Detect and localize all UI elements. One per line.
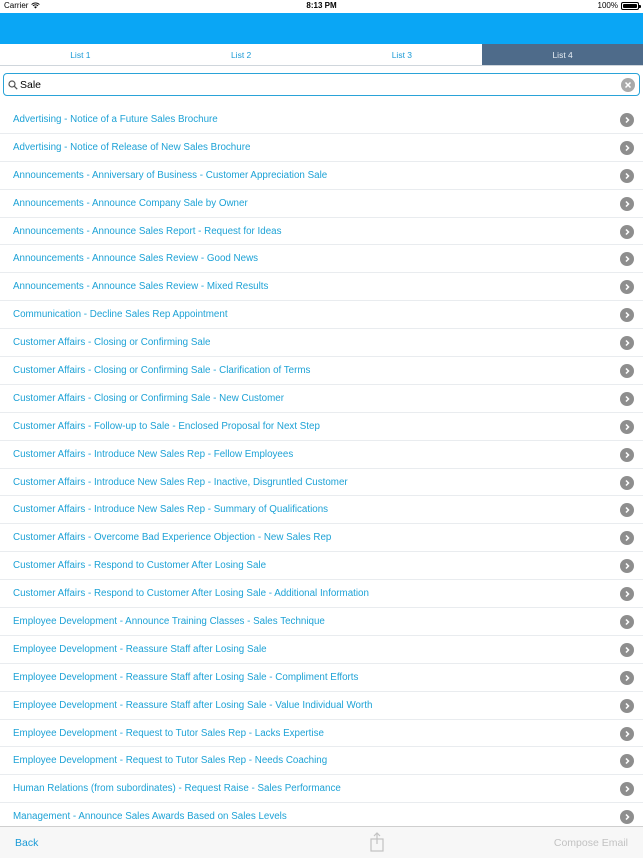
tab-list-3[interactable]: List 3 <box>391 49 413 60</box>
chevron-right-icon[interactable] <box>620 336 634 350</box>
search-input[interactable] <box>20 76 610 93</box>
tab-list-4[interactable]: List 4 <box>482 44 643 65</box>
list-item[interactable] <box>0 469 643 497</box>
chevron-right-icon[interactable] <box>620 448 634 462</box>
list-item-label: Customer Affairs - Follow-up to Sale - Enclosed Proposal for Next Step <box>13 420 320 432</box>
list-item[interactable] <box>0 245 643 273</box>
carrier-label: Carrier <box>4 1 29 10</box>
list-item-label: Announcements - Announce Sales Review - Mixed Results <box>13 281 269 293</box>
chevron-right-icon[interactable] <box>620 699 634 713</box>
battery-percent: 100% <box>597 1 618 10</box>
nav-bar <box>0 13 643 44</box>
back-button[interactable]: Back <box>15 837 39 849</box>
list-item-label: Customer Affairs - Respond to Customer After Losing Sale - Additional Information <box>13 588 369 600</box>
chevron-right-icon[interactable] <box>620 308 634 322</box>
list-item-label: Customer Affairs - Introduce New Sales Rep - Inactive, Disgruntled Customer <box>13 476 348 488</box>
tab-list-1[interactable]: List 1 <box>70 49 91 60</box>
chevron-right-icon[interactable] <box>620 559 634 573</box>
list-item-label: Management - Announce Sales Awards Based on Sales Levels <box>13 811 287 823</box>
list-item[interactable] <box>0 664 643 692</box>
list-item[interactable] <box>0 580 643 608</box>
clear-x-glyph <box>624 81 632 89</box>
list-item-label: Announcements - Announce Sales Review - Good News <box>13 253 259 265</box>
results-list <box>0 106 643 826</box>
search-icon <box>8 80 18 90</box>
chevron-right-icon[interactable] <box>620 225 634 239</box>
list-item[interactable] <box>0 190 643 218</box>
list-item[interactable] <box>0 441 643 469</box>
bottom-toolbar <box>0 826 643 858</box>
chevron-right-icon[interactable] <box>620 810 634 824</box>
list-item[interactable] <box>0 552 643 580</box>
chevron-right-icon[interactable] <box>620 727 634 741</box>
battery-fill <box>623 4 637 8</box>
list-item-label: Employee Development - Announce Training Classes - Sales Technique <box>13 616 325 628</box>
list-item-label: Employee Development - Reassure Staff after Losing Sale - Compliment Efforts <box>13 671 359 683</box>
chevron-right-icon[interactable] <box>620 113 634 127</box>
list-item-label: Customer Affairs - Closing or Confirming Sale <box>13 337 211 349</box>
chevron-right-icon[interactable] <box>620 252 634 266</box>
chevron-right-icon[interactable] <box>620 169 634 183</box>
list-item-label: Advertising - Notice of a Future Sales Brochure <box>13 114 218 125</box>
list-item[interactable] <box>0 636 643 664</box>
share-button[interactable] <box>368 832 386 852</box>
list-item[interactable] <box>0 496 643 524</box>
list-item-label: Employee Development - Reassure Staff after Losing Sale - Value Individual Worth <box>13 699 373 711</box>
list-item-label: Employee Development - Request to Tutor Sales Rep - Lacks Expertise <box>13 727 324 739</box>
list-item[interactable] <box>0 413 643 441</box>
status-right <box>598 1 639 10</box>
chevron-right-icon[interactable] <box>620 280 634 294</box>
chevron-right-icon[interactable] <box>620 782 634 796</box>
list-item[interactable] <box>0 775 643 803</box>
list-item[interactable] <box>0 301 643 329</box>
list-item-label: Communication - Decline Sales Rep Appointment <box>13 309 228 321</box>
chevron-right-icon[interactable] <box>620 476 634 490</box>
list-item[interactable] <box>0 747 643 775</box>
list-item-label: Human Relations (from subordinates) - Request Raise - Sales Performance <box>13 783 341 795</box>
list-item-label: Customer Affairs - Overcome Bad Experience Objection - New Sales Rep <box>13 532 332 544</box>
list-item[interactable] <box>0 218 643 246</box>
list-item-label: Advertising - Notice of Release of New Sales Brochure <box>13 141 251 153</box>
list-item[interactable] <box>0 162 643 190</box>
status-time: 8:13 PM <box>306 1 337 10</box>
share-icon <box>369 832 385 852</box>
list-item-label: Employee Development - Request to Tutor Sales Rep - Needs Coaching <box>13 755 328 767</box>
chevron-right-icon[interactable] <box>620 141 634 155</box>
list-item-label: Announcements - Announce Sales Report - Request for Ideas <box>13 225 282 237</box>
chevron-right-icon[interactable] <box>620 364 634 378</box>
segmented-tabs <box>0 44 643 66</box>
list-item-label: Customer Affairs - Respond to Customer After Losing Sale <box>13 560 267 572</box>
battery-icon <box>621 2 639 10</box>
chevron-right-icon[interactable] <box>620 531 634 545</box>
list-item-label: Employee Development - Reassure Staff after Losing Sale <box>13 643 267 655</box>
tab-list-2[interactable]: List 2 <box>230 49 252 60</box>
list-item[interactable] <box>0 608 643 636</box>
list-item[interactable] <box>0 720 643 748</box>
chevron-right-icon[interactable] <box>620 420 634 434</box>
search-bar[interactable] <box>3 73 640 96</box>
list-item[interactable] <box>0 803 643 826</box>
chevron-right-icon[interactable] <box>620 643 634 657</box>
list-item[interactable] <box>0 692 643 720</box>
compose-email-button: Compose Email <box>553 837 628 849</box>
list-item-label: Customer Affairs - Closing or Confirming Sale - Clarification of Terms <box>13 365 311 377</box>
list-item[interactable] <box>0 273 643 301</box>
list-item[interactable] <box>0 329 643 357</box>
list-item-label: Announcements - Anniversary of Business - Customer Appreciation Sale <box>13 169 328 181</box>
list-item-label: Announcements - Announce Company Sale by Owner <box>13 197 248 209</box>
list-item[interactable] <box>0 385 643 413</box>
list-item[interactable] <box>0 524 643 552</box>
list-item-label: Customer Affairs - Introduce New Sales Rep - Summary of Qualifications <box>13 504 329 516</box>
list-item[interactable] <box>0 357 643 385</box>
chevron-right-icon[interactable] <box>620 587 634 601</box>
chevron-right-icon[interactable] <box>620 197 634 211</box>
list-item-label: Customer Affairs - Introduce New Sales Rep - Fellow Employees <box>13 448 294 460</box>
clear-icon[interactable] <box>621 78 635 92</box>
chevron-right-icon[interactable] <box>620 754 634 768</box>
list-item[interactable] <box>0 134 643 162</box>
chevron-right-icon[interactable] <box>620 671 634 685</box>
chevron-right-icon[interactable] <box>620 503 634 517</box>
chevron-right-icon[interactable] <box>620 392 634 406</box>
status-bar <box>0 0 643 13</box>
chevron-right-icon[interactable] <box>620 615 634 629</box>
list-item-label: Customer Affairs - Closing or Confirming Sale - New Customer <box>13 392 284 404</box>
list-item[interactable] <box>0 106 643 134</box>
